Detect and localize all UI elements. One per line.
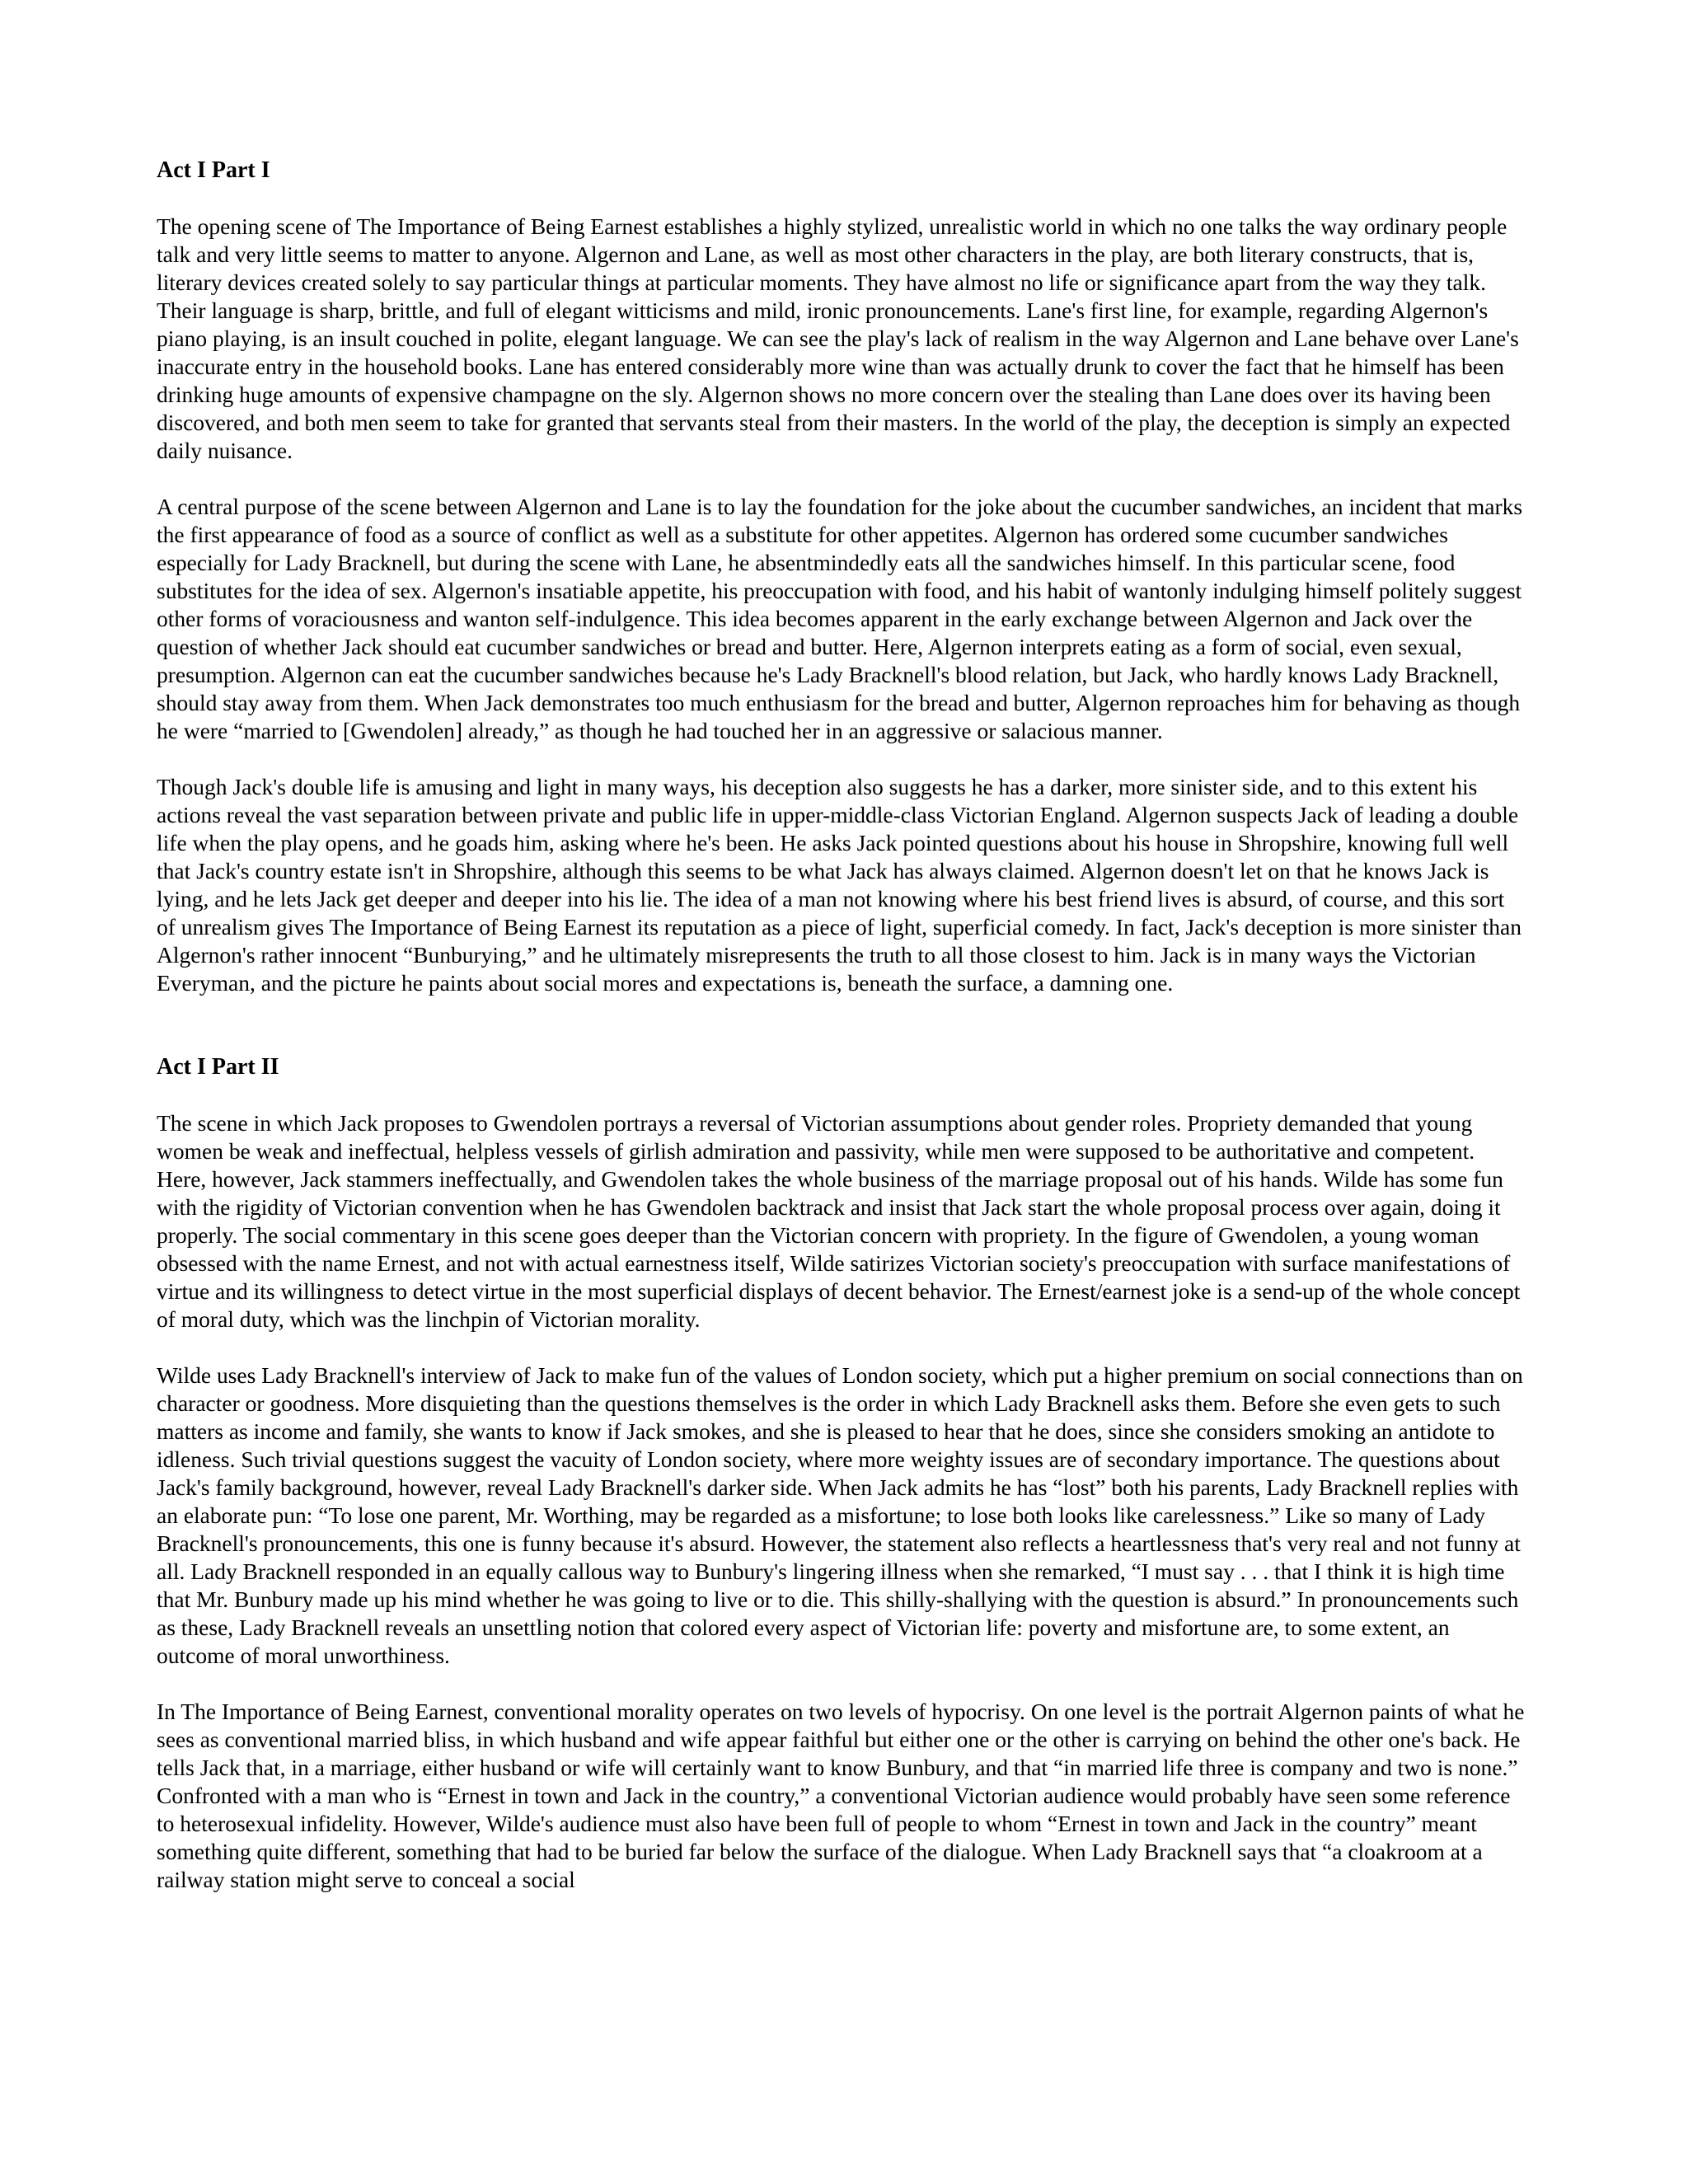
section-act-1-part-1 — [157, 157, 1529, 997]
document-page — [157, 157, 1529, 1922]
paragraph: In The Importance of Being Earnest, conventional morality operates on two levels of hypocrisy. On one level is the portrait Algernon paints of what he sees as conventional married bliss, in which husband and wife appear faithful but either one or the other is carrying on behind the other one's back. He tells Jack that, in a marriage, either husband or wife will certainly want to know Bunbury, and that “in married life three is company and two is none.” Confronted with a man who is “Ernest in town and Jack in the country,” a conventional Victorian audience would probably have seen some reference to heterosexual infidelity. However, Wilde's audience must also have been full of people to whom “Ernest in town and Jack in the country” meant something quite different, something that had to be buried far below the surface of the dialogue. When Lady Bracknell says that “a cloakroom at a railway station might serve to conceal a social — [157, 1699, 1525, 1892]
paragraph: Though Jack's double life is amusing and light in many ways, his deception also suggests he has a darker, more sinister side, and to this extent his actions reveal the vast separation between private and public life in upper-middle-class Victorian England. Algernon suspects Jack of leading a double life when the play opens, and he goads him, asking where he's been. He asks Jack pointed questions about his house in Shropshire, knowing full well that Jack's country estate isn't in Shropshire, although this seems to be what Jack has always claimed. Algernon doesn't let on that he knows Jack is lying, and he lets Jack get deeper and deeper into his lie. The idea of a man not knowing where his best friend lives is absurd, of course, and this sort of unrealism gives The Importance of Being Earnest its reputation as a piece of light, superficial comedy. In fact, Jack's deception is more sinister than Algernon's rather innocent “Bunburying,” and he ultimately misrepresents the truth to all those closest to him. Jack is in many ways the Victorian Everyman, and the picture he paints about social mores and expectations is, beneath the surface, a damning one. — [157, 774, 1522, 996]
paragraph: A central purpose of the scene between Algernon and Lane is to lay the foundation for the joke about the cucumber sandwiches, an incident that marks the first appearance of food as a source of conflict as well as a substitute for other appetites. Algernon has ordered some cucumber sandwiches especially for Lady Bracknell, but during the scene with Lane, he absentmindedly eats all the sandwiches himself. In this particular scene, food substitutes for the idea of sex. Algernon's insatiable appetite, his preoccupation with food, and his habit of wantonly indulging himself politely suggest other forms of voraciousness and wanton self-indulgence. This idea becomes apparent in the early exchange between Algernon and Jack over the question of whether Jack should eat cucumber sandwiches or bread and butter. Here, Algernon interprets eating as a form of social, even sexual, presumption. Algernon can eat the cucumber sandwiches because he's Lady Bracknell's blood relation, but Jack, who hardly knows Lady Bracknell, should stay away from them. When Jack demonstrates too much enthusiasm for the bread and butter, Algernon reproaches him for behaving as though he were “married to [Gwendolen] already,” as though he had touched her in an aggressive or salacious manner. — [157, 494, 1523, 743]
paragraph: The opening scene of The Importance of Being Earnest establishes a highly stylized, unrealistic world in which no one talks the way ordinary people talk and very little seems to matter to anyone. Algernon and Lane, as well as most other characters in the play, are both literary constructs, that is, literary devices created solely to say particular things at particular moments. They have almost no life or significance apart from the way they talk. Their language is sharp, brittle, and full of elegant witticisms and mild, ironic pronouncements. Lane's first line, for example, regarding Algernon's piano playing, is an insult couched in polite, elegant language. We can see the play's lack of realism in the way Algernon and Lane behave over Lane's inaccurate entry in the household books. Lane has entered considerably more wine than was actually drunk to cover the fact that he himself has been drinking huge amounts of expensive champagne on the sly. Algernon shows no more concern over the stealing than Lane does over its having been discovered, and both men seem to take for granted that servants steal from their masters. In the world of the play, the deception is simply an expected daily nuisance. — [157, 213, 1519, 463]
section-act-1-part-2 — [157, 1053, 1529, 1894]
paragraph: The scene in which Jack proposes to Gwendolen portrays a reversal of Victorian assumptions about gender roles. Propriety demanded that young women be weak and ineffectual, helpless vessels of girlish admiration and passivity, while men were supposed to be authoritative and competent. Here, however, Jack stammers ineffectually, and Gwendolen takes the whole business of the marriage proposal out of his hands. Wilde has some fun with the rigidity of Victorian convention when he has Gwendolen backtrack and insist that Jack start the whole proposal process over again, doing it properly. The social commentary in this scene goes deeper than the Victorian concern with propriety. In the figure of Gwendolen, a young woman obsessed with the name Ernest, and not with actual earnestness itself, Wilde satirizes Victorian society's preoccupation with surface manifestations of virtue and its willingness to detect virtue in the most superficial displays of decent behavior. The Ernest/earnest joke is a send-up of the whole concept of moral duty, which was the linchpin of Victorian morality. — [157, 1110, 1521, 1332]
section-heading: Act I Part II — [157, 1054, 279, 1080]
paragraph: Wilde uses Lady Bracknell's interview of Jack to make fun of the values of London society, which put a higher premium on social connections than on character or goodness. More disquieting than the questions themselves is the order in which Lady Bracknell asks them. Before she even gets to such matters as income and family, she wants to know if Jack smokes, and she is pleased to hear that he does, since she considers smoking an antidote to idleness. Such trivial questions suggest the vacuity of London society, where more weighty issues are of secondary importance. The questions about Jack's family background, however, reveal Lady Bracknell's darker side. When Jack admits he has “lost” both his parents, Lady Bracknell replies with an elaborate pun: “To lose one parent, Mr. Worthing, may be regarded as a misfortune; to lose both looks like carelessness.” Like so many of Lady Bracknell's pronouncements, this one is funny because it's absurd. However, the statement also reflects a heartlessness that's very real and not funny at all. Lady Bracknell responded in an equally callous way to Bunbury's lingering illness when she remarked, “I must say . . . that I think it is high time that Mr. Bunbury made up his mind whether he was going to live or to die. This shilly-shallying with the question is absurd.” In pronouncements such as these, Lady Bracknell reveals an unsettling notion that colored every aspect of Victorian life: poverty and misfortune are, to some extent, an outcome of moral unworthiness. — [157, 1362, 1523, 1668]
section-heading: Act I Part I — [157, 157, 270, 183]
